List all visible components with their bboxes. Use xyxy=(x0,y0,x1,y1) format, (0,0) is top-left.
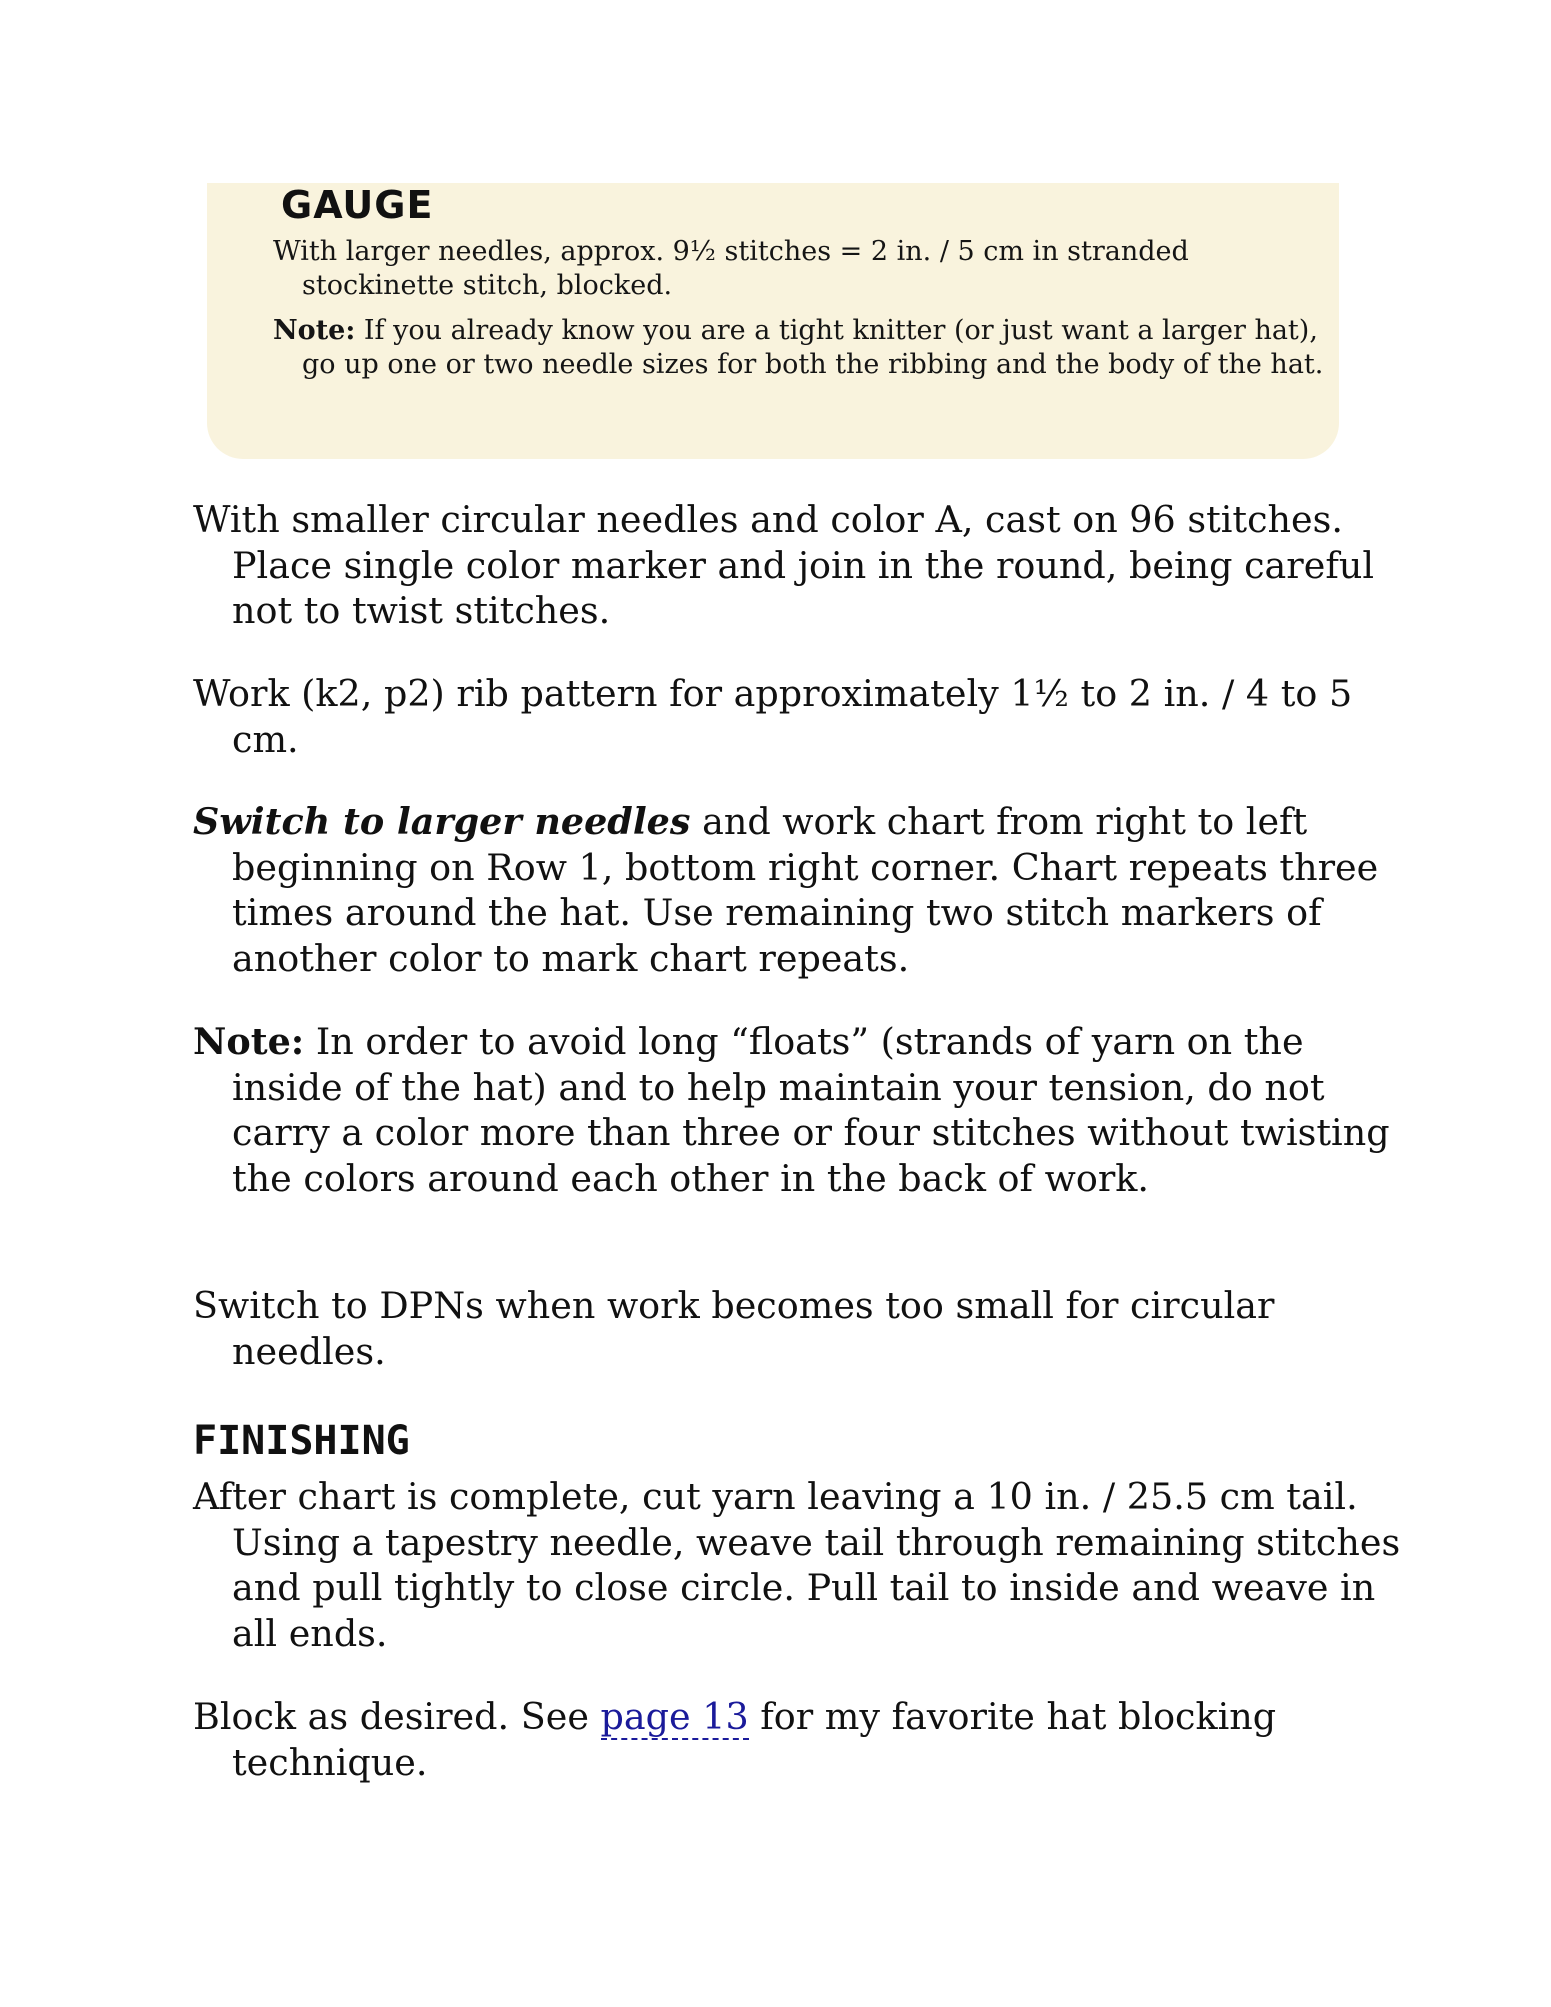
gauge-note-text: If you already know you are a tight knitter (or just want a larger hat), go up one or two needle sizes for both the ribbing and the body of the hat. xyxy=(302,315,1324,380)
gauge-note xyxy=(273,314,1342,382)
dpn-paragraph: Switch to DPNs when work becomes too small for circular needles. xyxy=(193,1284,1275,1373)
finishing-paragraph: After chart is complete, cut yarn leaving a 10 in. / 25.5 cm tail. Using a tapestry needle, weave tail through remaining stitches and pull tightly to close circle. Pull tail to inside and weave in all ends. xyxy=(193,1475,1401,1655)
floats-note-paragraph xyxy=(193,1019,1407,1201)
floats-note-label: Note: xyxy=(193,1020,305,1063)
gauge-note-label: Note: xyxy=(273,315,356,346)
gauge-box xyxy=(207,183,1339,459)
floats-note-text: In order to avoid long “floats” (strands of yarn on the inside of the hat) and to help maintain your tension, do not carry a color more than three or four stitches without twisting the colors around each other in the back of work. xyxy=(232,1020,1390,1200)
chart-paragraph xyxy=(193,799,1407,981)
cast-on-paragraph: With smaller circular needles and color A, cast on 96 stitches. Place single color marker and join in the round, being careful not to twist stitches. xyxy=(193,498,1375,632)
finishing-heading: FINISHING xyxy=(193,1418,410,1464)
blocking-text-before: Block as desired. See xyxy=(193,1695,601,1738)
gauge-heading: GAUGE xyxy=(281,183,434,227)
chart-paragraph-text: and work chart from right to left beginning on Row 1, bottom right corner. Chart repeats three times around the hat. Use remaining two stitch markers of another color to mark chart repeats. xyxy=(232,800,1379,980)
blocking-paragraph xyxy=(193,1694,1407,1785)
page-13-link[interactable]: page 13 xyxy=(600,1695,749,1738)
gauge-text: With larger needles, approx. 9½ stitches = 2 in. / 5 cm in stranded stockinette stitch, blocked. xyxy=(273,236,1189,301)
blocking-text-after: for my favorite hat blocking technique. xyxy=(232,1695,1277,1784)
ribbing-paragraph: Work (k2, p2) rib pattern for approximately 1½ to 2 in. / 4 to 5 cm. xyxy=(193,672,1353,761)
chart-paragraph-lead: Switch to larger needles xyxy=(193,800,691,843)
